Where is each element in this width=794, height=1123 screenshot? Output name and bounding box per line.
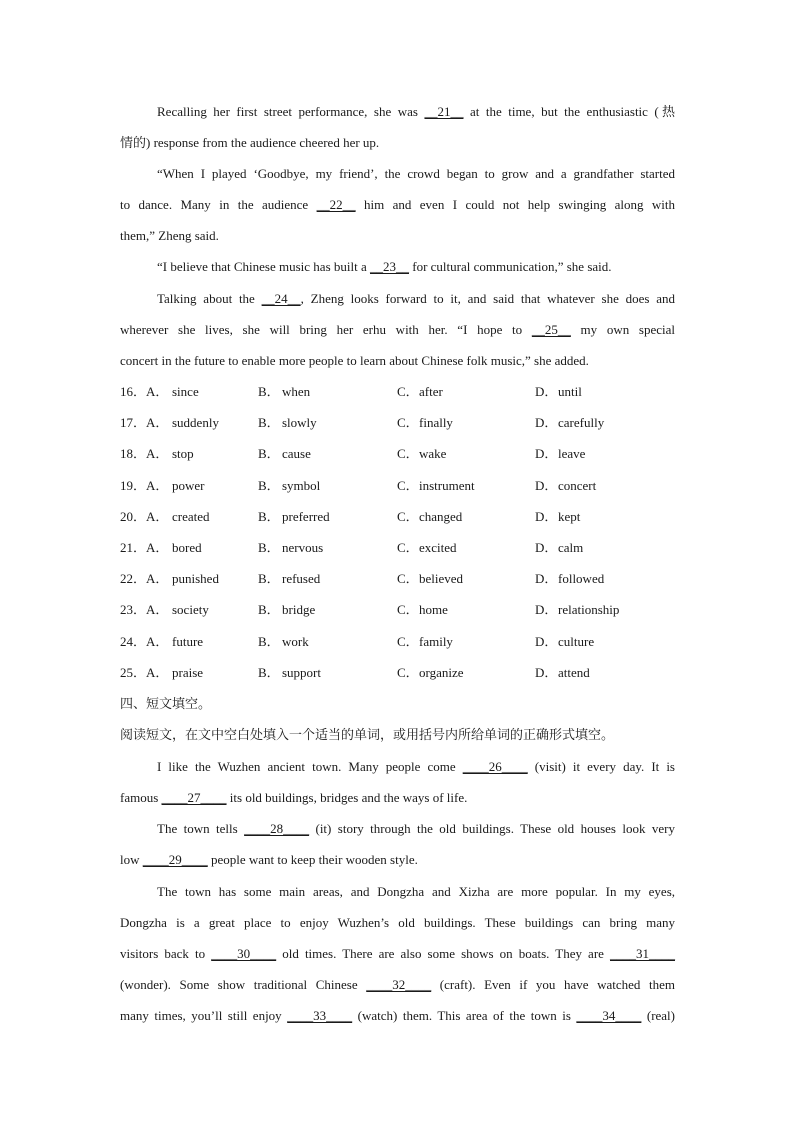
option-letter: C． — [397, 540, 419, 555]
option-a[interactable]: suddenly — [172, 415, 219, 431]
text-span: 情的) response from the audience cheered her up. — [120, 135, 380, 150]
question-number: 24．A． — [120, 633, 169, 649]
text-span: people want to keep their wooden style. — [207, 852, 418, 867]
option-d[interactable]: carefully — [558, 415, 605, 431]
question-number: 23．A． — [120, 602, 169, 618]
text-span: many times, you’ll still enjoy — [120, 1008, 288, 1023]
option-d[interactable]: calm — [558, 540, 584, 555]
question-number: 25．A． — [120, 664, 169, 680]
blank-23[interactable]: __23__ — [370, 259, 409, 274]
option-c[interactable]: excited — [419, 540, 457, 555]
passage2-line-2 — [120, 790, 675, 806]
option-letter: B． — [258, 384, 280, 399]
question-number: 19．A． — [120, 477, 169, 493]
option-c[interactable]: home — [419, 602, 448, 618]
option-letter: C． — [397, 508, 419, 524]
passage1-line-2 — [120, 135, 675, 151]
option-letter: D． — [535, 540, 558, 555]
option-d[interactable]: followed — [558, 571, 605, 587]
option-b[interactable]: bridge — [282, 602, 316, 618]
option-letter: B． — [258, 508, 280, 524]
option-letter: B． — [258, 633, 280, 649]
option-a[interactable]: society — [172, 602, 209, 618]
section-instruction: 阅读短文，在文中空白处填入一个适当的单词，或用括号内所给单词的正确形式填空。 — [120, 728, 615, 743]
option-b[interactable]: cause — [282, 446, 311, 462]
option-c[interactable]: instrument — [419, 477, 475, 493]
option-d[interactable]: culture — [558, 633, 595, 649]
option-letter: B． — [258, 446, 280, 462]
option-c[interactable]: after — [419, 384, 443, 399]
blank-28[interactable]: ____28____ — [244, 821, 310, 836]
option-c[interactable]: changed — [419, 508, 463, 524]
text-span: (wonder). Some show traditional Chinese — [120, 977, 367, 992]
text-span: “I believe that Chinese music has built a — [157, 259, 370, 274]
option-letter: C． — [397, 664, 419, 680]
option-letter: D． — [535, 415, 558, 431]
passage2-line-3 — [157, 821, 675, 837]
blank-34[interactable]: ____34____ — [576, 1008, 642, 1023]
text-span: at the time, but the enthusiastic (热 — [463, 104, 676, 119]
passage1-line-9 — [120, 353, 675, 369]
text-span: wherever she lives, she will bring her erhu with her. “I hope to — [120, 322, 532, 337]
question-number: 16．A． — [120, 384, 169, 399]
text-span: for cultural communication,” she said. — [409, 259, 612, 274]
option-d[interactable]: kept — [558, 508, 581, 524]
blank-24[interactable]: __24__ — [261, 291, 301, 306]
option-letter: D． — [535, 602, 558, 618]
passage2-line-9 — [120, 1008, 675, 1024]
text-span: famous — [120, 790, 162, 805]
option-c[interactable]: finally — [419, 415, 453, 431]
option-b[interactable]: when — [282, 384, 311, 399]
option-b[interactable]: nervous — [282, 540, 324, 555]
passage2-line-6 — [120, 915, 675, 931]
option-a[interactable]: punished — [172, 571, 219, 587]
option-a[interactable]: created — [172, 508, 210, 524]
text-span: Talking about the — [157, 291, 262, 306]
blank-29[interactable]: ____29____ — [142, 852, 208, 867]
section-heading: 四、短文填空。 — [120, 697, 212, 712]
text-span: old times. There are also some shows on boats. They are — [276, 946, 610, 961]
text-span: visitors back to — [120, 946, 212, 961]
option-a[interactable]: power — [172, 477, 205, 493]
passage1-line-7 — [157, 291, 675, 307]
text-span: concert in the future to enable more people to learn about Chinese folk music,” she added. — [120, 353, 589, 368]
passage2-line-8 — [120, 977, 675, 993]
text-span: my own special — [570, 322, 675, 337]
text-span: them,” Zheng said. — [120, 228, 219, 243]
passage1-line-6 — [157, 259, 675, 275]
question-number: 22．A． — [120, 571, 169, 587]
option-a[interactable]: stop — [172, 446, 194, 462]
option-b[interactable]: slowly — [282, 415, 317, 431]
option-a[interactable]: future — [172, 633, 204, 649]
option-d[interactable]: concert — [558, 477, 597, 493]
option-letter: D． — [535, 477, 558, 493]
option-b[interactable]: refused — [282, 571, 321, 587]
blank-32[interactable]: ____32____ — [366, 977, 432, 992]
blank-30[interactable]: ____30____ — [211, 946, 277, 961]
option-letter: B． — [258, 415, 280, 431]
question-number: 20．A． — [120, 508, 169, 524]
option-a[interactable]: praise — [172, 664, 204, 680]
text-span: low — [120, 852, 143, 867]
question-number: 21．A． — [120, 540, 169, 555]
blank-27[interactable]: ____27____ — [161, 790, 227, 805]
text-span: (it) story through the old buildings. These old houses look very — [309, 821, 675, 836]
option-a[interactable]: bored — [172, 540, 202, 555]
question-number: 18．A． — [120, 446, 169, 462]
blank-31[interactable]: ____31____ — [610, 946, 675, 961]
passage1-line-4 — [120, 197, 675, 213]
text-span: The town has some main areas, and Dongzha and Xizha are more popular. In my eyes, — [157, 884, 675, 899]
option-c[interactable]: wake — [419, 446, 447, 462]
passage2-line-4 — [120, 852, 675, 868]
text-span: The town tells — [157, 821, 245, 836]
option-c[interactable]: organize — [419, 664, 464, 680]
text-span: (visit) it every day. It is — [527, 759, 675, 774]
question-number: 17．A． — [120, 415, 169, 431]
option-letter: B． — [258, 602, 280, 618]
option-letter: D． — [535, 664, 558, 680]
text-span: “When I played ‘Goodbye, my friend’, the crowd began to grow and a grandfather started — [157, 166, 675, 181]
blank-25[interactable]: __25__ — [531, 322, 571, 337]
option-letter: D． — [535, 446, 558, 462]
option-letter: B． — [258, 477, 280, 493]
text-span: Dongzha is a great place to enjoy Wuzhen’s old buildings. These buildings can bring many — [120, 915, 675, 930]
blank-22[interactable]: __22__ — [316, 197, 356, 212]
option-letter: C． — [397, 415, 419, 431]
option-letter: C． — [397, 633, 419, 649]
option-letter: D． — [535, 571, 558, 587]
blank-33[interactable]: ____33____ — [287, 1008, 353, 1023]
text-span: (craft). Even if you have watched them — [431, 977, 676, 992]
option-letter: D． — [535, 508, 558, 524]
text-span: , Zheng looks forward to it, and said that whatever she does and — [300, 291, 675, 306]
blank-21[interactable]: __21__ — [424, 104, 464, 119]
option-letter: C． — [397, 571, 419, 587]
option-letter: D． — [535, 633, 558, 649]
option-letter: C． — [397, 602, 419, 618]
blank-26[interactable]: ____26____ — [462, 759, 528, 774]
option-letter: C． — [397, 446, 419, 462]
option-b[interactable]: preferred — [282, 508, 330, 524]
text-span: to dance. Many in the audience — [120, 197, 317, 212]
option-letter: C． — [397, 384, 419, 399]
text-span: him and even I could not help swinging along with — [355, 197, 676, 212]
passage1-line-1 — [157, 104, 675, 120]
option-b[interactable]: symbol — [282, 477, 321, 493]
text-span: Recalling her first street performance, she was — [157, 104, 425, 119]
option-letter: B． — [258, 571, 280, 587]
option-d[interactable]: attend — [558, 664, 590, 680]
option-a[interactable]: since — [172, 384, 199, 399]
option-letter: C． — [397, 477, 419, 493]
option-b[interactable]: support — [282, 664, 321, 680]
passage2-line-1 — [157, 759, 675, 775]
option-d[interactable]: until — [558, 384, 582, 399]
option-d[interactable]: relationship — [558, 602, 620, 618]
option-b[interactable]: work — [282, 633, 309, 649]
option-letter: B． — [258, 664, 280, 680]
option-letter: D． — [535, 384, 558, 399]
passage2-line-5 — [157, 884, 675, 900]
passage1-line-3 — [157, 166, 675, 182]
option-c[interactable]: family — [419, 633, 453, 649]
text-span: (watch) them. This area of the town is — [352, 1008, 577, 1023]
text-span: I like the Wuzhen ancient town. Many people come — [157, 759, 463, 774]
option-c[interactable]: believed — [419, 571, 464, 587]
option-d[interactable]: leave — [558, 446, 586, 462]
text-span: (real) — [641, 1008, 675, 1023]
text-span: its old buildings, bridges and the ways of life. — [226, 790, 468, 805]
passage1-line-8 — [120, 322, 675, 338]
passage1-line-5 — [120, 228, 675, 244]
passage2-line-7 — [120, 946, 675, 962]
option-letter: B． — [258, 540, 280, 555]
